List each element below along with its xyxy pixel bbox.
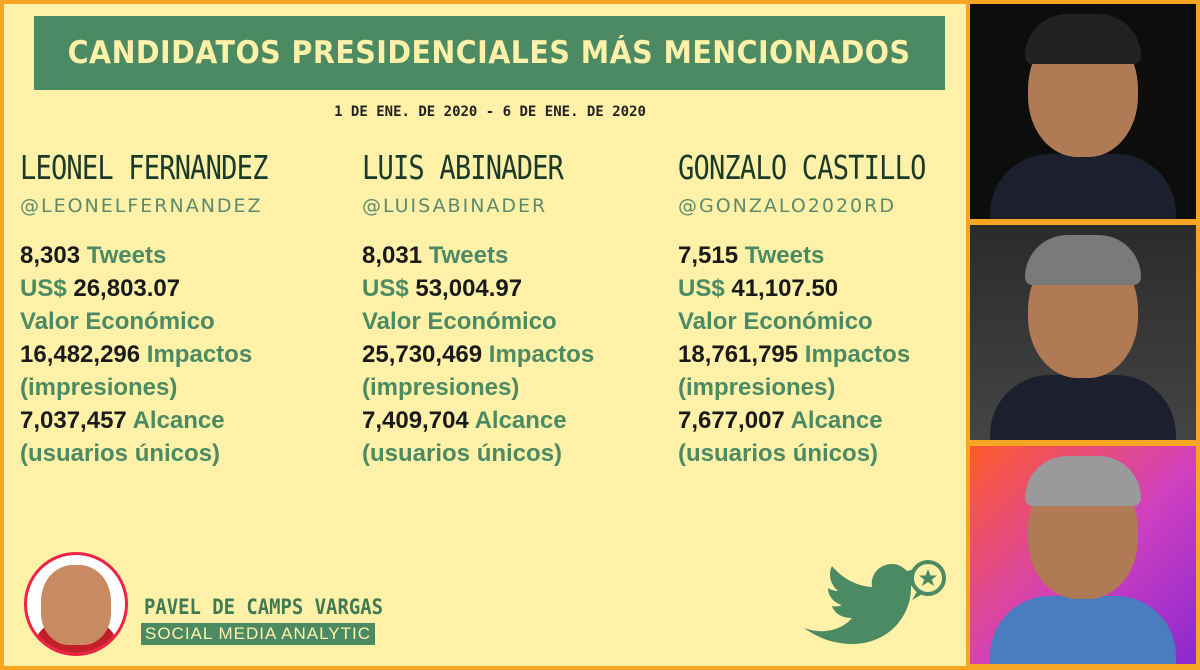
twitter-bird-icon <box>800 556 950 656</box>
candidate-name: LUIS ABINADER <box>362 148 564 187</box>
reach-sub: (usuarios únicos) <box>678 440 879 467</box>
economic-value: 41,107.50 <box>731 275 839 302</box>
reach-label: Alcance <box>132 407 225 434</box>
impacts-label: Impactos <box>146 341 253 368</box>
suit-shape <box>990 596 1176 664</box>
impacts-count: 16,482,296 <box>20 341 141 368</box>
currency-label: US$ <box>678 275 725 302</box>
tweets-label: Tweets <box>86 242 167 269</box>
photo-castillo <box>970 446 1196 664</box>
candidate-name: GONZALO CASTILLO <box>678 148 926 187</box>
author-role: SOCIAL MEDIA ANALYTIC <box>141 623 375 645</box>
tweets-count: 7,515 <box>678 242 739 269</box>
impacts-sub: (impresiones) <box>678 374 836 401</box>
reach-sub: (usuarios únicos) <box>20 440 221 467</box>
hair-shape <box>1025 235 1141 285</box>
candidate-card-castillo <box>678 148 980 470</box>
value-label: Valor Económico <box>362 308 557 335</box>
infographic-panel <box>4 4 966 666</box>
impacts-count: 18,761,795 <box>678 341 799 368</box>
date-range: 1 DE ENE. DE 2020 - 6 DE ENE. DE 2020 <box>334 104 646 120</box>
reach-sub: (usuarios únicos) <box>362 440 563 467</box>
tweets-count: 8,303 <box>20 242 81 269</box>
candidate-handle[interactable]: @GONZALO2020RD <box>678 195 896 217</box>
hair-shape <box>1025 14 1141 64</box>
page-title: CANDIDATOS PRESIDENCIALES MÁS MENCIONADOS <box>68 35 911 71</box>
economic-value: 26,803.07 <box>73 275 181 302</box>
economic-value: 53,004.97 <box>415 275 523 302</box>
currency-label: US$ <box>362 275 409 302</box>
candidate-stats <box>678 239 980 470</box>
candidate-stats <box>20 239 322 470</box>
photo-abinader <box>970 225 1196 440</box>
candidate-photos <box>970 4 1196 670</box>
author-name: PAVEL DE CAMPS VARGAS <box>144 595 383 619</box>
candidate-card-abinader <box>362 148 607 470</box>
candidate-name: LEONEL FERNANDEZ <box>20 148 268 187</box>
tweets-label: Tweets <box>428 242 509 269</box>
currency-label: US$ <box>20 275 67 302</box>
suit-shape <box>990 375 1176 440</box>
reach-label: Alcance <box>474 407 567 434</box>
value-label: Valor Económico <box>678 308 873 335</box>
candidate-handle[interactable]: @LUISABINADER <box>362 195 548 217</box>
tweets-label: Tweets <box>744 242 825 269</box>
hair-shape <box>1025 456 1141 506</box>
impacts-sub: (impresiones) <box>20 374 178 401</box>
avatar-face <box>41 565 111 645</box>
suit-shape <box>990 154 1176 219</box>
impacts-label: Impactos <box>804 341 911 368</box>
candidate-stats <box>362 239 607 470</box>
photo-fernandez <box>970 4 1196 219</box>
reach-count: 7,037,457 <box>20 407 127 434</box>
candidate-card-fernandez <box>20 148 322 470</box>
reach-count: 7,409,704 <box>362 407 469 434</box>
value-label: Valor Económico <box>20 308 215 335</box>
impacts-label: Impactos <box>488 341 595 368</box>
author-avatar <box>24 552 128 656</box>
reach-label: Alcance <box>790 407 883 434</box>
candidate-handle[interactable]: @LEONELFERNANDEZ <box>20 195 263 217</box>
reach-count: 7,677,007 <box>678 407 785 434</box>
impacts-sub: (impresiones) <box>362 374 520 401</box>
impacts-count: 25,730,469 <box>362 341 483 368</box>
tweets-count: 8,031 <box>362 242 423 269</box>
title-banner <box>34 16 945 90</box>
